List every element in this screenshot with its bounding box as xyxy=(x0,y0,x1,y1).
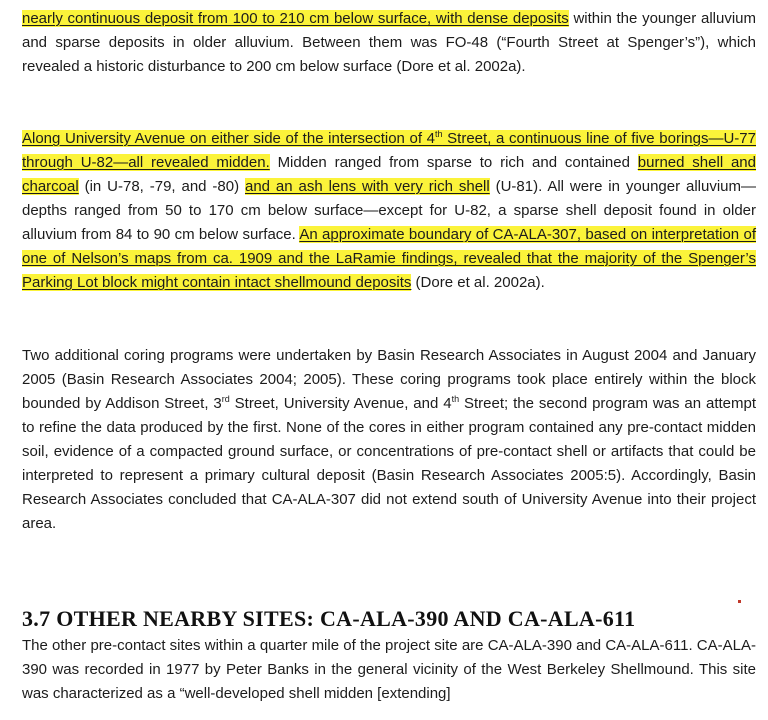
paragraph-university-avenue xyxy=(22,127,756,295)
body-text: Two additional coring programs were undertaken by Basin Research Associates in August 2004 and January 2005 (Basin Research Associates 2004; 2005). These coring programs took place entirely within the block bounded by Addison Street, 3 xyxy=(22,347,756,412)
red-mark xyxy=(738,600,741,603)
superscript-ordinal: rd xyxy=(221,394,230,404)
body-text: Midden ranged from sparse to rich and contained xyxy=(269,154,638,171)
highlight-text-a: Along University Avenue on either side of the intersection of 4 xyxy=(22,130,436,147)
paragraph-coring-programs xyxy=(22,344,756,536)
superscript-ordinal: th xyxy=(451,394,460,404)
highlighted-text: burned shell and charcoal xyxy=(22,154,756,195)
body-text: (U-81). All were in younger alluvium—depths ranged from 50 to 170 cm below surface—except for U-82, a sparse shell deposit found in older alluvium from 84 to 90 cm below surface. xyxy=(22,178,757,243)
body-text: within the younger alluvium and sparse deposits in older alluvium. Between them was FO-48 (“Fourth Street at Spenger’s”), which revealed a historic disturbance to 200 cm below surface (Dore et al. 2002a). xyxy=(22,10,756,75)
superscript-ordinal: th xyxy=(435,129,443,139)
highlighted-text: and an ash lens with very rich shell xyxy=(244,178,490,195)
section-heading: 3.7 OTHER NEARBY SITES: CA-ALA-390 AND CA-ALA-611 xyxy=(22,606,636,631)
paragraph-deposits xyxy=(22,7,756,79)
body-text: (Dore et al. 2002a). xyxy=(411,274,545,291)
highlighted-text: nearly continuous deposit from 100 to 210 cm below surface, with dense deposits xyxy=(22,10,569,27)
body-text: (in U-78, -79, and -80) xyxy=(78,178,245,195)
body-text: Street, University Avenue, and 4 xyxy=(229,395,452,412)
highlighted-text: An approximate boundary of CA-ALA-307, based on interpretation of one of Nelson’s maps from ca. 1909 and the LaRamie findings, revealed that the majority of the Spenger’s Parking Lot block might contain intact shellmound deposits xyxy=(22,226,756,291)
highlight-text-b: Street, a continuous line of five borings—U-77 through U-82—all revealed midden. xyxy=(22,130,756,171)
body-text: Street; the second program was an attempt to refine the data produced by the first. None of the cores in either program contained any pre-contact midden soil, evidence of a compacted ground surface, or concentrations of pre-contact shell or artifacts that could be interpreted to represent a primary cultural deposit (Basin Research Associates 2005:5). Accordingly, Basin Research Associates concluded that CA-ALA-307 did not extend south of University Avenue into their project area. xyxy=(22,395,756,532)
paragraph-nearby-sites: The other pre-contact sites within a quarter mile of the project site are CA-ALA-390 and CA-ALA-611. CA-ALA-390 was recorded in 1977 by Peter Banks in the general vicinity of the West Berkeley Shellmound. This site was characterized as a “well-developed shell midden [extending] xyxy=(22,637,756,702)
